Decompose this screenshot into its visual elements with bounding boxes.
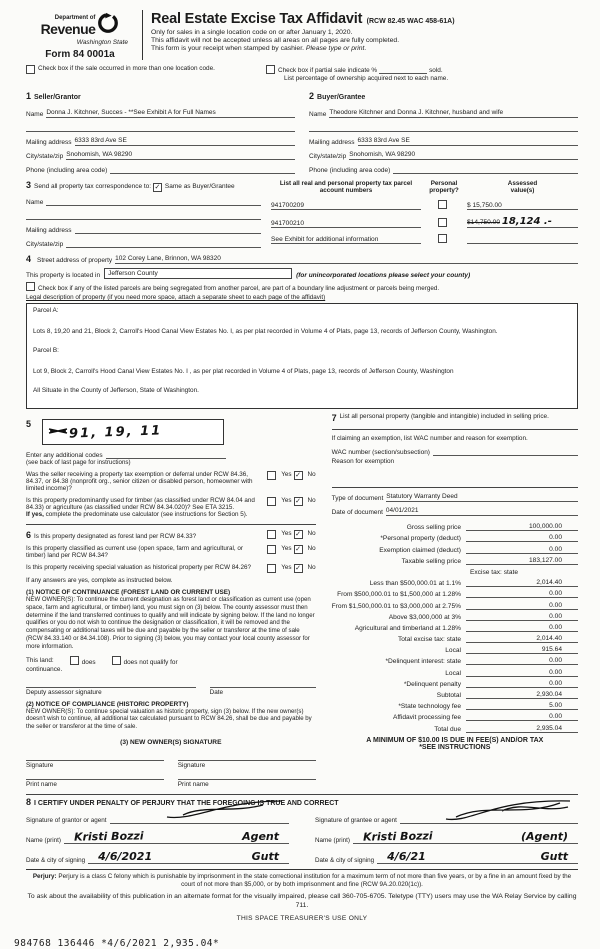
fee-row: *State technology fee 5.00 [332, 699, 578, 710]
exemption-claim-note: If claiming an exemption, list WAC number and reason for exemption. [331, 435, 528, 442]
personal-property-checkbox [438, 200, 447, 209]
buyer-city-label: City/state/zip [309, 153, 347, 160]
forest-land-question: Is this property designated as forest land per RCW 84.33? [34, 533, 197, 540]
wac-number-field [433, 447, 578, 456]
street-address-label: Street address of property [37, 257, 113, 264]
personal-property-col-header: Personal property? [429, 180, 459, 194]
grantee-date-label: Date & city of signing [315, 856, 375, 864]
treasurer-use-only-label: THIS SPACE TREASURER'S USE ONLY [236, 914, 368, 922]
section-3-intro: Send all property tax correspondence to: [34, 183, 152, 190]
this-land-label: This land: [26, 657, 54, 665]
subtitle-line-3-italic: Please type or print. [305, 45, 367, 52]
located-in-note: (for unincorporated locations please select your county) [296, 272, 471, 279]
minimum-due-line: A MINIMUM OF $10.00 IS DUE IN FEE(S) AND/OR TAX [366, 736, 544, 744]
fee-row: Agricultural and timberland at 1.28% 0.00 [332, 621, 578, 632]
grantee-name-handwritten: Kristi Bozzi [362, 829, 433, 844]
section-2-number: 2 [309, 91, 315, 101]
timber-no-checkbox: ✓ [295, 498, 301, 505]
alternate-format-note: To ask about the availability of this publication in an alternate format for the visually impaired, please call 360-705-6705. Teletype (TTY) users may use the WA Relay Service by calling 711. [27, 893, 577, 910]
grantee-name-label: Name (print) [315, 836, 350, 844]
certification-section [26, 794, 578, 864]
grantor-signature [163, 799, 283, 826]
document-type-field: Statutory Warranty Deed [386, 493, 578, 502]
seller-mailing-field: 6333 83rd Ave SE [75, 137, 295, 146]
affidavit-page: Department of Revenue Washington State Form 84 0001a Real Estate Excise Tax Affidavit (RCW 82.45 WAC 458-61A) Only for sales in a single location code on or after January 1, 2020. This affidavit will not be accepted unless all areas on all pages are fully completed. This form is your receipt when stamped by cashier. Please type or print. Check box if the sale occurred in more than one location code. Check box if partial sale indicate % sold. List percentage of ownership acquired next to each name. 1 Seller/Grantor Name Donna J. Kitchner, Succes - **See Exhibit A for Full Names Mailing address 6333 83rd Ave SE City/state/zip Snohomish, WA 98290 Phone (including area code) 2 Buyer/Grantee Name Theodore Kitchner and Donna J. Kitchner, husband and wife Mailing address 6333 83rd Ave SE City/state/zip Snohomish, WA 98290 Phone (including area code) 3 Send all property tax correspondence to: ✓ Same as Buyer/Grantee Name Mailing address City/state/zip List all real and personal property tax parcel account numbers Personal property? Assessed value(s) 941700209 $ 15,750.00 941700210 $14,750.00 18,124 .- See Exhibit for additional information 4 Street address of property 102 Corey Lane, Brinnon, WA 98320 This property is located in Jefferson County (for unincorporated locations please select your county) Check box if any of the listed parcels are being segregated from another parcel, are part of a boundary line adjustment or parcels being merged. Legal description of property (if you need more space, attach a separate sheet to each page of the affidavit) Parcel A: Lots 8, 19,20 and 21, Block 2, Carroll's Hood Canal View Estates No. I, as per plat recorded in Volume 4 of Plats, page 13, records of Jefferson County, Washington. Parcel B: Lot 9, Block 2, Carroll's Hood Canal View Estates No. I , as per plat recorded in Volume 4 of Plats, page 13, records of Jefferson County, Washington All Situate in the County of Jefferson, State of Washington. 5 91, 19, 11 Enter any additional codes (see back of last page for instructions) Was the seller receiving a property tax exemption or deferral under RCW 84.36, 84.37, or 84.38 (nonprofit org., senior citizen or disabled person, homeowner with limited income)? Yes ✓ No Is this property predominantly used for timber (as classified under RCW 84.04 and 84.33) or agriculture (as classified under RCW 84.34.020)? See ETA 3215. Yes ✓ No If yes, complete the predominate use calculator (see instructions for Section 5). 6 Is this property designated as forest land per RCW 84.33? Yes ✓ No Is this property classified as current use (open space, farm and agricultural, or timber) land per RCW 84.34? Yes ✓ No Is this property receiving special valuation as historical property per RCW 84.26? Yes ✓ No If any answers are yes, complete as instructed below. (1) NOTICE OF CONTINUANCE (FOREST LAND OR CURRENT USE) NEW OWNER(S): To continue the current designation as forest land or classification as current use (open space, farm and agricultural, or timber) land, you must sign on (3) below. The county assessor must then determine if the land transferred continues to qualify and will indicate by signing below. If the land no longer qualifies or you do not wish to continue the designation or classification, it will be removed and the compensating or additional taxes will be due and payable by the seller or transferor at the time of sale (RCW 84.33.140 or 84.34.108). Prior to signing (3) below, you may contact your local county assessor for more information. This land: does does not qualify for continuance. Deputy assessor signature Date (2) NOTICE OF COMPLIANCE (HISTORIC PROPERTY) NEW OWNER(S): To continue special valuation as historic property, sign (3) below. If the new owner(s) doesn't wish to continue, all additional tax calculated pursuant to RCW 84.26, shall be due and payable by the seller or transferor at the time of sale. (3) NEW OWNER(S) SIGNATURE Signature Signature Print name Print name 7 List all personal property (tangible and intangible) included in selling price. If claiming an exemption, list WAC number and reason for exemption. WAC number (section/subsection) Reason for exemption Type of document Statutory Warranty Deed Date of document 04/01/2021 Gross selling price 100,000.00 *Personal property (deduct) 0.00 Exemption claimed (deduct) 0.00 Taxable selling price 183,127.00 Excise tax: state Less than $500,000.01 at 1.1% 2,014.40 From $500,000.01 to $1,500,000 at 1.28% 0.00 From $1,500,000.01 to $3,000,000 at 2.75% 0.00 Above $3,000,000 at 3% 0.00 Agricultural and timberland at 1.28% 0.00 Total excise tax: state 2,014.40 Local 915.64 *Delinquent interest: state 0.00 Local 0.00 *Delinquent penalty 0.00 Subtotal 2,930.04 *State technology fee 5.00 Affidavit processing fee 0.00 Total due 2,935.04 A MINIMUM OF $10.00 IS DUE IN FEE(S) AND/OR TAX *SEE INSTRUCTIONS 8 I CERTIFY UNDER PENALTY OF PERJURY THAT THE FOREGOING IS TRUE AND CORRECT Signature of grantor or agent Name (print) Kristi Bozzi Agent Date & city of signing 4/6/2021 Gutt Signature of grantee or agent Name (print) Kristi Bozzi (Agent) Date & city of signing 4/6/21 Gutt Perjury: Perjury is a class C felony which is punishable by imprisonment in the state correctional institution for a maximum term of not more than five years, or by a fine in an amount fixed by the court of not more than $5,000, or by both imprisonment and fine (RCW 9A.20.020(1c)). To ask about the availability of this publication in an alternate format for the visually impaired, please call 360-705-6705. Teletype (TTY) users may use the WA Relay Service by calling 711. THIS SPACE TREASURER'S USE ONLY 984768 136446 *4/6/2021 2,935.04* [0, 0, 600, 949]
new-owner-signature-title: (3) NEW OWNER(S) SIGNATURE [120, 738, 222, 746]
logo-revenue-wordmark: Revenue [40, 20, 96, 37]
current-use-no-checkbox: ✓ [295, 546, 301, 553]
document-type-label: Type of document [331, 495, 384, 502]
same-as-buyer-checkbox: ✓ [154, 184, 161, 191]
fee-value: 0.00 [466, 534, 578, 542]
fee-row: Taxable selling price 183,127.00 [332, 554, 578, 565]
deputy-assessor-signature-line: Deputy assessor signature [26, 687, 196, 696]
form-title: Real Estate Excise Tax Affidavit [151, 11, 363, 27]
grantee-city-handwritten: Gutt [540, 849, 568, 863]
ownership-percentage-note: List percentage of ownership acquired next to each name. [284, 75, 449, 82]
subtitle-line-3: This form is your receipt when stamped by cashier. [151, 45, 304, 52]
scribble-mark [47, 423, 69, 442]
seller-name-field: Donna J. Kitchner, Succes - **See Exhibit A for Full Names [46, 109, 295, 118]
parcel-number: 941700210 [271, 220, 421, 228]
fee-row: Above $3,000,000 at 3% 0.00 [332, 610, 578, 621]
owner-signature-line-1: Signature [26, 760, 164, 769]
correspondence-extra-line [26, 210, 261, 220]
section-8-number: 8 [26, 796, 32, 807]
fee-value: 0.00 [466, 590, 578, 598]
parcel-a-description: Lots 8, 19,20 and 21, Block 2, Carroll's Hood Canal View Estates No. I, as per plat recorded in Volume 4 of Plats, page 13, records of Jefferson County, Washington. [33, 328, 498, 335]
section-2-title: Buyer/Grantee [317, 94, 366, 101]
seller-name-extra-line [26, 122, 295, 132]
seller-grantor-section [26, 86, 295, 174]
see-instructions-line: *SEE INSTRUCTIONS [419, 743, 491, 751]
land-does-not-checkbox [112, 656, 121, 665]
assessed-value [467, 243, 578, 244]
seller-mailing-label: Mailing address [26, 139, 72, 146]
divider [332, 487, 578, 488]
buyer-city-field: Snohomish, WA 98290 [349, 151, 578, 160]
current-use-yes-checkbox [267, 545, 276, 554]
historic-property-question: Is this property receiving special valuation as historical property per RCW 84.26? [26, 564, 252, 571]
buyer-name-label: Name [309, 111, 327, 118]
county-select: Jefferson County [104, 268, 292, 279]
perjury-text: Perjury is a class C felony which is punishable by imprisonment in the state correctional institution for a maximum term of not more than five years, or by a fine in an amount fixed by the court of not more than $5,000, or by both imprisonment and fine (RCW 9A.20.020(1c)). [58, 872, 572, 889]
parcel-b-description: Lot 9, Block 2, Carroll's Hood Canal View Estates No. I , as per plat recorded in Volume 4 of Plats, page 13, records of Jefferson County, Washington [33, 368, 454, 375]
section-3-number: 3 [26, 180, 32, 190]
fee-row: *Personal property (deduct) 0.00 [332, 531, 578, 542]
exemption-yes-checkbox [267, 471, 276, 480]
location-code-handwritten: 91, 19, 11 [68, 422, 163, 442]
buyer-phone-label: Phone (including area code) [309, 167, 391, 174]
fee-value: 2,014.40 [466, 635, 578, 643]
owner-signature-line-2: Signature [178, 760, 316, 769]
section-6-number: 6 [26, 530, 32, 540]
segregated-parcels-checkbox [26, 282, 35, 291]
parcel-row [271, 234, 578, 244]
fee-value: 100,000.00 [466, 523, 578, 531]
assessed-value: $ 15,750.00 [467, 202, 578, 210]
fee-table [332, 520, 578, 733]
buyer-phone-field [393, 165, 578, 174]
grantee-date-handwritten: 4/6/21 [387, 849, 426, 863]
property-section [26, 254, 578, 409]
dor-logo-block [26, 8, 134, 60]
logo-state-line: Washington State [76, 39, 128, 46]
partial-sale-label: Check box if partial sale indicate % [278, 67, 378, 74]
correspondence-city-label: City/state/zip [26, 241, 64, 248]
form-number: Form 84 0001a [45, 49, 115, 60]
section-4-number: 4 [26, 254, 32, 264]
assessed-value-handwritten: 18,124 .- [501, 216, 552, 227]
fee-row: Total excise tax: state 2,014.40 [332, 632, 578, 643]
fee-value: 0.00 [466, 546, 578, 554]
fee-value: 0.00 [466, 657, 578, 665]
timber-yes-checkbox [267, 497, 276, 506]
seller-name-label: Name [26, 111, 44, 118]
fee-row: *Delinquent interest: state 0.00 [332, 654, 578, 665]
predominate-use-note: complete the predominate use calculator (see instructions for Section 5). [45, 511, 248, 518]
fee-row: Affidavit processing fee 0.00 [332, 710, 578, 721]
grantee-sig-label: Signature of grantee or agent [315, 816, 397, 824]
section-1-number: 1 [26, 91, 32, 101]
form-title-rcw: (RCW 82.45 WAC 458-61A) [366, 18, 455, 25]
fee-value: 0.00 [466, 680, 578, 688]
fee-row: Exemption claimed (deduct) 0.00 [332, 542, 578, 553]
personal-property-checkbox [438, 234, 447, 243]
historic-yes-checkbox [267, 564, 276, 573]
fee-row: Less than $500,000.01 at 1.1% 2,014.40 [332, 576, 578, 587]
section-7-number: 7 [331, 413, 337, 423]
additional-codes-label: Enter any additional codes [26, 452, 103, 459]
continuance-label: continuance. [26, 665, 63, 673]
fee-value: 2,930.04 [466, 691, 578, 699]
correspondence-name-field [46, 197, 261, 206]
grantor-name-label: Name (print) [26, 836, 61, 844]
owner-print-name-line-1: Print name [26, 779, 164, 788]
partial-sale-sold-label: sold. [429, 67, 443, 74]
buyer-name-field: Theodore Kitchner and Donna J. Kitchner, husband and wife [329, 109, 578, 118]
assessed-value-struck: $14,750.00 [467, 219, 501, 226]
fee-value: 0.00 [466, 713, 578, 721]
forest-no-checkbox: ✓ [295, 531, 301, 538]
correspondence-city-field [66, 239, 261, 248]
if-any-yes-note: If any answers are yes, complete as instructed below. [26, 577, 173, 584]
fee-value: 915.64 [466, 646, 578, 654]
correspondence-mailing-field [75, 225, 261, 234]
fee-row: *Delinquent penalty 0.00 [332, 677, 578, 688]
legal-description-box [26, 303, 578, 409]
parcel-number: 941700209 [271, 202, 421, 210]
fee-value: 0.00 [466, 602, 578, 610]
buyer-name-extra-line [309, 122, 578, 132]
multi-location-checkbox [26, 65, 35, 74]
fee-value: 2,935.04 [466, 725, 578, 733]
partial-sale-checkbox [266, 65, 275, 74]
fee-row: Subtotal 2,930.04 [332, 688, 578, 699]
grantor-date-handwritten: 4/6/2021 [98, 849, 153, 863]
grantor-name-handwritten: Kristi Bozzi [73, 829, 144, 844]
same-as-buyer-label: Same as Buyer/Grantee [164, 183, 235, 190]
fee-row: Local 0.00 [332, 665, 578, 676]
grantor-sig-label: Signature of grantor or agent [26, 816, 107, 824]
correspondence-mailing-label: Mailing address [26, 227, 72, 234]
parcel-a-title: Parcel A: [33, 307, 59, 314]
seller-phone-field [110, 165, 295, 174]
fee-value: 0.00 [466, 613, 578, 621]
multi-location-label: Check box if the sale occurred in more than one location code. [38, 65, 215, 72]
seller-city-field: Snohomish, WA 98290 [66, 151, 295, 160]
buyer-mailing-field: 6333 83rd Ave SE [358, 137, 578, 146]
divider [332, 429, 578, 430]
parcel-table [271, 180, 578, 248]
notice-compliance-title: (2) NOTICE OF COMPLIANCE (HISTORIC PROPERTY) [26, 700, 189, 708]
fee-row: Local 915.64 [332, 643, 578, 654]
seller-city-label: City/state/zip [26, 153, 64, 160]
grantee-agent-handwritten: (Agent) [521, 829, 568, 843]
forest-yes-checkbox [267, 530, 276, 539]
grantor-agent-handwritten: Agent [242, 829, 279, 843]
tax-correspondence-section [26, 180, 261, 248]
personal-property-checkbox [438, 218, 447, 227]
notice-continuance-title: (1) NOTICE OF CONTINUANCE (FOREST LAND OR CURRENT USE) [26, 589, 231, 596]
fee-value: 183,127.00 [466, 557, 578, 565]
situate-line: All Situate in the County of Jefferson, State of Washington. [33, 387, 199, 394]
fee-value: 0.00 [466, 624, 578, 632]
parcel-col-header: List all real and personal property tax parcel account numbers [279, 180, 413, 194]
fee-row: From $500,000.01 to $1,500,000 at 1.28% 0.00 [332, 587, 578, 598]
if-yes-bold: If yes, [26, 511, 44, 518]
location-code-box [42, 419, 224, 445]
notice-compliance-body: NEW OWNER(S): To continue special valuation as historic property, sign (3) below. If the new owner(s) doesn't wish to continue, all additional tax calculated pursuant to RCW 84.26, shall be due and payable by the seller or transferor at the time of sale. [26, 707, 312, 731]
exemption-no-checkbox: ✓ [295, 472, 301, 479]
parcel-exhibit-note: See Exhibit for additional information [271, 236, 421, 244]
buyer-mailing-label: Mailing address [309, 139, 355, 146]
excise-tax-state-header: Excise tax: state [469, 568, 518, 576]
document-date-label: Date of document [331, 509, 383, 516]
fee-value: 5.00 [466, 702, 578, 710]
located-in-label: This property is located in [26, 272, 101, 279]
section-divider [26, 524, 316, 525]
additional-codes-note: (see back of last page for instructions) [26, 459, 131, 466]
parcel-row [271, 216, 578, 228]
personal-property-note: List all personal property (tangible and intangible) included in selling price. [339, 413, 549, 420]
subtitle-line-2: This affidavit will not be accepted unless all areas on all pages are fully completed. [151, 37, 400, 44]
certify-statement: I CERTIFY UNDER PENALTY OF PERJURY THAT THE FOREGOING IS TRUE AND CORRECT [34, 799, 339, 807]
notice-continuance-body: NEW OWNER(S): To continue the current designation as forest land or classification as current use (open space, farm and agricultural, or timber) land, you must sign on (3) below. The county assessor must then determine if the land transferred continues to qualify and will indicate by signing below. If the land no longer qualifies or you do not wish to continue the designation or classification, it will be removed and the compensating or additional taxes will be due and payable by the seller or transferor at the time of sale (RCW 84.33.140 or 84.34.108). Prior to signing (3) below, you may contact your local county assessor for more information. [26, 596, 315, 650]
grantor-date-label: Date & city of signing [26, 856, 86, 864]
document-date-field: 04/01/2021 [386, 507, 578, 516]
fee-value: 0.00 [466, 669, 578, 677]
street-address-field: 102 Corey Lane, Brinnon, WA 98320 [115, 255, 578, 264]
deputy-date-line: Date [210, 687, 316, 696]
section-1-title: Seller/Grantor [34, 94, 81, 101]
wac-number-label: WAC number (section/subsection) [331, 449, 430, 456]
exemption-reason-label: Reason for exemption [331, 458, 395, 465]
additional-codes-field [106, 450, 226, 459]
fee-row: From $1,500,000.01 to $3,000,000 at 2.75% 0.00 [332, 598, 578, 609]
legal-description-label: Legal description of property (if you need more space, attach a separate sheet to each page of the affidavit) [26, 294, 326, 301]
fee-row: Gross selling price 100,000.00 [332, 520, 578, 531]
treasurer-stamp: 984768 136446 *4/6/2021 2,935.04* [14, 937, 220, 949]
grantor-city-handwritten: Gutt [251, 849, 279, 863]
correspondence-name-label: Name [26, 199, 44, 206]
partial-sale-percent-field [379, 66, 427, 74]
logo-dept-line: Department of [54, 14, 96, 21]
parcel-row [271, 200, 578, 210]
current-use-question: Is this property classified as current use (open space, farm and agricultural, or timber) land per RCW 84.34? [26, 545, 243, 559]
does-label: does [81, 658, 96, 666]
buyer-grantee-section [309, 86, 578, 174]
grantee-signature-block [315, 809, 578, 864]
assessed-value-col-header: Assessed value(s) [507, 180, 538, 194]
land-does-checkbox [70, 656, 79, 665]
owner-print-name-line-2: Print name [178, 779, 316, 788]
revenue-swirl-icon [97, 12, 119, 39]
perjury-label: Perjury: [32, 872, 57, 880]
timber-agriculture-question: Is this property predominantly used for timber (as classified under RCW 84.04 and 84.33) or agriculture (as classified under RCW 84.34.020)? See ETA 3215. [26, 497, 255, 511]
header [26, 8, 578, 60]
header-divider [142, 10, 143, 60]
seller-phone-label: Phone (including area code) [26, 167, 108, 174]
segregated-parcels-label: Check box if any of the listed parcels are being segregated from another parcel, are part of a boundary line adjustment or parcels being merged. [38, 285, 440, 292]
subtitle-line-1: Only for sales in a single location code on or after January 1, 2020. [151, 29, 353, 36]
fee-value: 2,014.40 [466, 579, 578, 587]
grantee-signature [442, 799, 572, 828]
fee-row: Total due 2,935.04 [332, 721, 578, 732]
does-not-label: does not qualify for [123, 658, 178, 666]
parcel-b-title: Parcel B: [33, 347, 59, 354]
historic-no-checkbox: ✓ [295, 565, 301, 572]
exemption-deferral-question: Was the seller receiving a property tax exemption or deferral under RCW 84.36, 84.37, or 84.38 (nonprofit org., senior citizen or disabled person, homeowner with limited income)? [26, 471, 253, 492]
grantor-signature-block [26, 809, 289, 864]
section-5-number: 5 [26, 419, 32, 429]
